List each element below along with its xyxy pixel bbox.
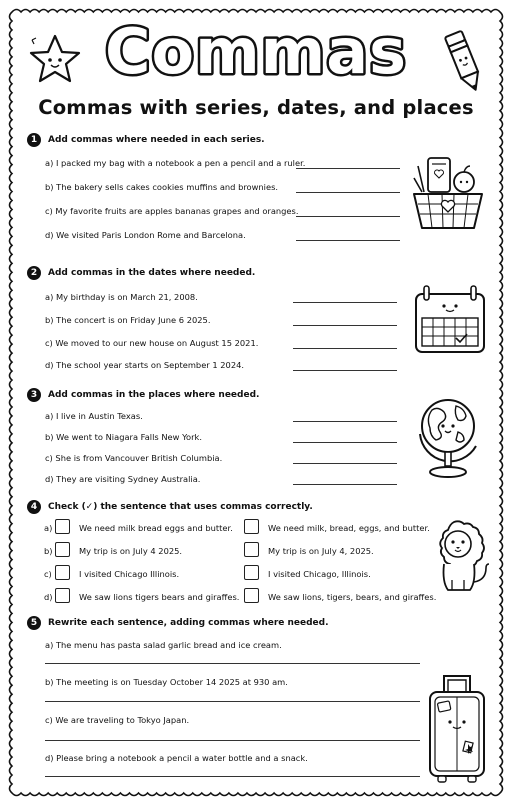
rewrite-line[interactable] xyxy=(45,740,420,741)
row-b-right-sentence: My trip is on July 4, 2025. xyxy=(268,546,374,556)
row-d-right-sentence: We saw lions, tigers, bears, and giraffes. xyxy=(268,592,437,602)
checkbox-d-right[interactable] xyxy=(244,588,259,603)
page-title: Commas xyxy=(104,18,408,88)
section-1-item-a: a) I packed my bag with a notebook a pen a pencil and a ruler. xyxy=(45,158,306,168)
row-d-left-sentence: We saw lions tigers bears and giraffes. xyxy=(79,592,240,602)
checkbox-d-left[interactable] xyxy=(55,588,70,603)
checkbox-b-right[interactable] xyxy=(244,542,259,557)
row-a-right-sentence: We need milk, bread, eggs, and butter. xyxy=(268,523,430,533)
section-2-number: 2 xyxy=(27,266,41,280)
section-5-item-b: b) The meeting is on Tuesday October 14 2025 at 930 am. xyxy=(45,677,288,687)
section-5-number: 5 xyxy=(27,616,41,630)
section-5-heading: Rewrite each sentence, adding commas where needed. xyxy=(48,618,329,628)
row-b-left-sentence: My trip is on July 4 2025. xyxy=(79,546,183,556)
calendar-icon xyxy=(412,280,488,356)
section-1-heading: Add commas where needed in each series. xyxy=(48,135,265,145)
section-2-item-d: d) The school year starts on September 1 2024. xyxy=(45,360,245,370)
answer-line[interactable] xyxy=(293,463,397,464)
row-c-left-sentence: I visited Chicago Illinois. xyxy=(79,569,180,579)
row-d-letter: d) xyxy=(44,592,53,602)
section-5-item-a: a) The menu has pasta salad garlic bread and ice cream. xyxy=(45,640,282,650)
answer-line[interactable] xyxy=(293,370,397,371)
checkbox-c-left[interactable] xyxy=(55,565,70,580)
section-4-heading: Check (✓) the sentence that uses commas correctly. xyxy=(48,502,313,512)
row-c-letter: c) xyxy=(44,569,52,579)
section-1-item-b: b) The bakery sells cakes cookies muffins and brownies. xyxy=(45,182,279,192)
basket-icon xyxy=(408,152,488,234)
section-3-item-c: c) She is from Vancouver British Columbia. xyxy=(45,453,223,463)
answer-line[interactable] xyxy=(296,216,400,217)
row-b-letter: b) xyxy=(44,546,53,556)
section-3-number: 3 xyxy=(27,388,41,402)
rewrite-line[interactable] xyxy=(45,776,420,777)
row-a-left-sentence: We need milk bread eggs and butter. xyxy=(79,523,233,533)
rewrite-line[interactable] xyxy=(45,701,420,702)
section-2-item-b: b) The concert is on Friday June 6 2025. xyxy=(45,315,211,325)
checkbox-a-right[interactable] xyxy=(244,519,259,534)
checkbox-b-left[interactable] xyxy=(55,542,70,557)
section-1-item-d: d) We visited Paris London Rome and Barcelona. xyxy=(45,230,246,240)
answer-line[interactable] xyxy=(293,442,397,443)
section-1-number: 1 xyxy=(27,133,41,147)
answer-line[interactable] xyxy=(293,348,397,349)
star-icon xyxy=(26,32,84,88)
section-4-number: 4 xyxy=(27,500,41,514)
page-subtitle: Commas with series, dates, and places xyxy=(38,96,474,119)
globe-icon xyxy=(410,388,488,482)
checkbox-c-right[interactable] xyxy=(244,565,259,580)
checkbox-a-left[interactable] xyxy=(55,519,70,534)
section-2-item-c: c) We moved to our new house on August 15 2021. xyxy=(45,338,259,348)
section-5-item-d: d) Please bring a notebook a pencil a water bottle and a snack. xyxy=(45,753,308,763)
answer-line[interactable] xyxy=(293,302,397,303)
answer-line[interactable] xyxy=(293,484,397,485)
section-3-item-a: a) I live in Austin Texas. xyxy=(45,411,143,421)
rewrite-line[interactable] xyxy=(45,663,420,664)
lion-icon xyxy=(424,518,492,596)
section-2-item-a: a) My birthday is on March 21, 2008. xyxy=(45,292,198,302)
section-5-item-c: c) We are traveling to Tokyo Japan. xyxy=(45,715,190,725)
pencil-icon xyxy=(440,26,488,96)
answer-line[interactable] xyxy=(296,192,400,193)
section-3-item-b: b) We went to Niagara Falls New York. xyxy=(45,432,202,442)
answer-line[interactable] xyxy=(293,325,397,326)
section-3-heading: Add commas in the places where needed. xyxy=(48,390,260,400)
section-2-heading: Add commas in the dates where needed. xyxy=(48,268,256,278)
section-1-item-c: c) My favorite fruits are apples bananas grapes and oranges. xyxy=(45,206,299,216)
row-c-right-sentence: I visited Chicago, Illinois. xyxy=(268,569,371,579)
row-a-letter: a) xyxy=(44,523,53,533)
section-3-item-d: d) They are visiting Sydney Australia. xyxy=(45,474,201,484)
answer-line[interactable] xyxy=(293,421,397,422)
suitcase-icon xyxy=(424,672,490,788)
answer-line[interactable] xyxy=(296,168,400,169)
answer-line[interactable] xyxy=(296,240,400,241)
